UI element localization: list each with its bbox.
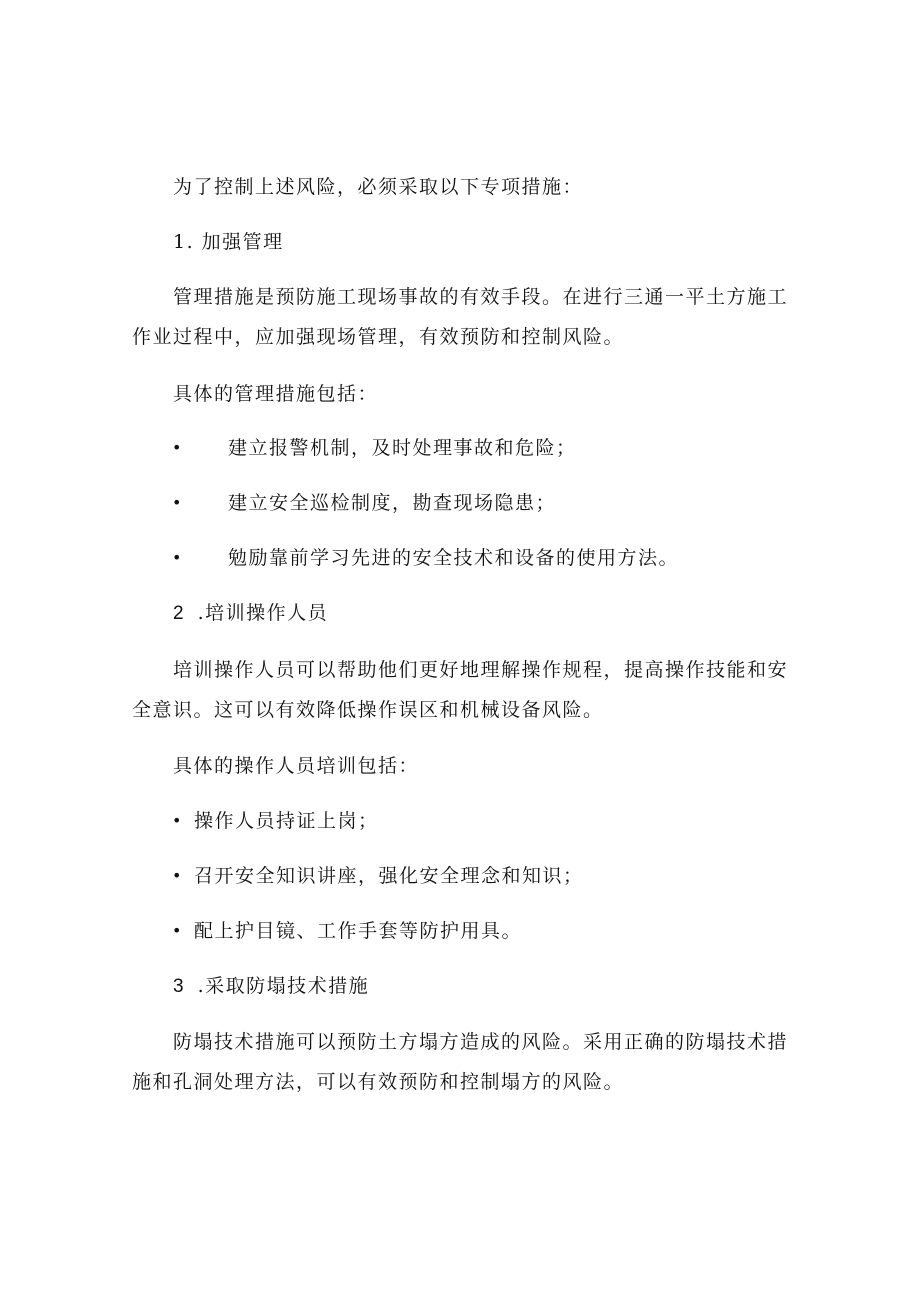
section2-heading-number: 2: [173, 603, 184, 624]
intro-text: 为了控制上述风险，必须采取以下专项措施：: [173, 176, 584, 198]
section3-paragraph-line2: 施和孔洞处理方法，可以有效预防和控制塌方的风险。: [132, 1071, 625, 1093]
bullet-icon: •: [172, 438, 182, 457]
bullet-icon: •: [172, 548, 182, 567]
section2-paragraph-line2: 全意识。这可以有效降低操作误区和机械设备风险。: [132, 699, 604, 721]
section1-list-intro: 具体的管理措施包括：: [173, 383, 379, 405]
section1-paragraph-line2: 作业过程中，应加强现场管理，有效预防和控制风险。: [132, 326, 625, 348]
bullet-icon: •: [172, 811, 182, 830]
section1-heading: 1. 加强管理: [173, 231, 284, 253]
section3-paragraph-line1: 防塌技术措施可以预防土方塌方造成的风险。采用正确的防塌技术措: [173, 1031, 789, 1053]
section1-bullet-2: 建立安全巡检制度，勘查现场隐患；: [228, 492, 557, 514]
bullet-icon: •: [172, 921, 182, 940]
section1-bullet-1: 建立报警机制，及时处理事故和危险；: [228, 437, 577, 459]
section3-heading: [173, 973, 369, 1000]
section2-list-intro: 具体的操作人员培训包括：: [173, 755, 420, 777]
section1-paragraph-line1: 管理措施是预防施工现场事故的有效手段。在进行三通一平土方施工: [173, 286, 789, 308]
section2-bullet-3: 配上护目镜、工作手套等防护用具。: [194, 920, 523, 942]
section3-heading-number: 3: [173, 976, 184, 997]
section2-bullet-1: 操作人员持证上岗；: [194, 810, 379, 832]
section1-bullet-3: 勉励靠前学习先进的安全技术和设备的使用方法。: [228, 547, 680, 569]
bullet-icon: •: [172, 493, 182, 512]
section2-heading-text: .培训操作人员: [197, 602, 329, 624]
bullet-icon: •: [172, 866, 182, 885]
section2-heading: [173, 600, 328, 627]
section2-bullet-2: 召开安全知识讲座，强化安全理念和知识；: [194, 865, 584, 887]
section2-paragraph-line1: 培训操作人员可以帮助他们更好地理解操作规程，提高操作技能和安: [173, 659, 789, 681]
section3-heading-text: .采取防塌技术措施: [197, 975, 370, 997]
